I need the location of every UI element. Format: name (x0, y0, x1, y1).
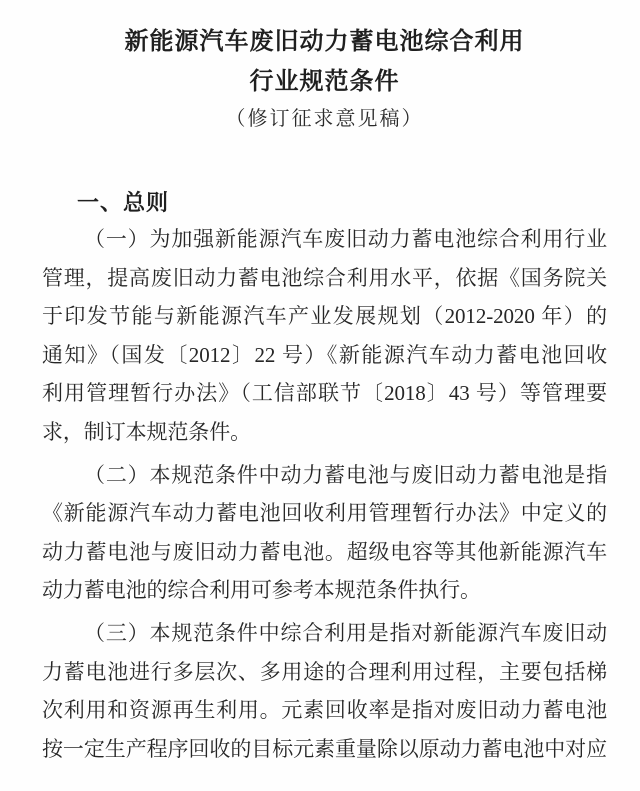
doc-line: 《新能源汽车动力蓄电池回收利用管理暂行办法》中定义的 (42, 501, 607, 526)
doc-line: 动力蓄电池与废旧动力蓄电池。超级电容等其他新能源汽车 (42, 539, 607, 564)
document-title-line-2: 行业规范条件 (249, 69, 400, 95)
section-heading-general-rules: 一、总则 (77, 190, 170, 215)
paragraph-3 (42, 614, 607, 768)
doc-line: 管理，提高废旧动力蓄电池综合利用水平，依据《国务院关 (42, 265, 607, 290)
doc-line: 于印发节能与新能源汽车产业发展规划（2012-2020 年）的 (42, 304, 607, 329)
doc-line: （三）本规范条件中综合利用是指对新能源汽车废旧动 (84, 620, 607, 645)
paragraph-2 (42, 456, 607, 610)
doc-line: 求，制订本规范条件。 (42, 419, 251, 444)
doc-line: 利用管理暂行办法》（工信部联节〔2018〕43 号）等管理要 (42, 381, 607, 406)
document-subtitle: （修订征求意见稿） (225, 108, 424, 130)
paragraph-1 (42, 220, 607, 452)
doc-line: 通知》（国发〔2012〕22 号）《新能源汽车动力蓄电池回收 (42, 342, 607, 367)
doc-line: 动力蓄电池的综合利用可参考本规范条件执行。 (42, 578, 481, 603)
doc-line: （二）本规范条件中动力蓄电池与废旧动力蓄电池是指 (84, 462, 607, 487)
doc-line: 次利用和资源再生利用。元素回收率是指对废旧动力蓄电池 (42, 698, 607, 723)
doc-line: 按一定生产程序回收的目标元素重量除以原动力蓄电池中对应 (42, 736, 607, 761)
document-title-line-1: 新能源汽车废旧动力蓄电池综合利用 (124, 29, 525, 55)
doc-line: 力蓄电池进行多层次、多用途的合理利用过程，主要包括梯 (42, 659, 607, 684)
doc-line: （一）为加强新能源汽车废旧动力蓄电池综合利用行业 (84, 227, 607, 251)
document-title-block (42, 22, 607, 136)
